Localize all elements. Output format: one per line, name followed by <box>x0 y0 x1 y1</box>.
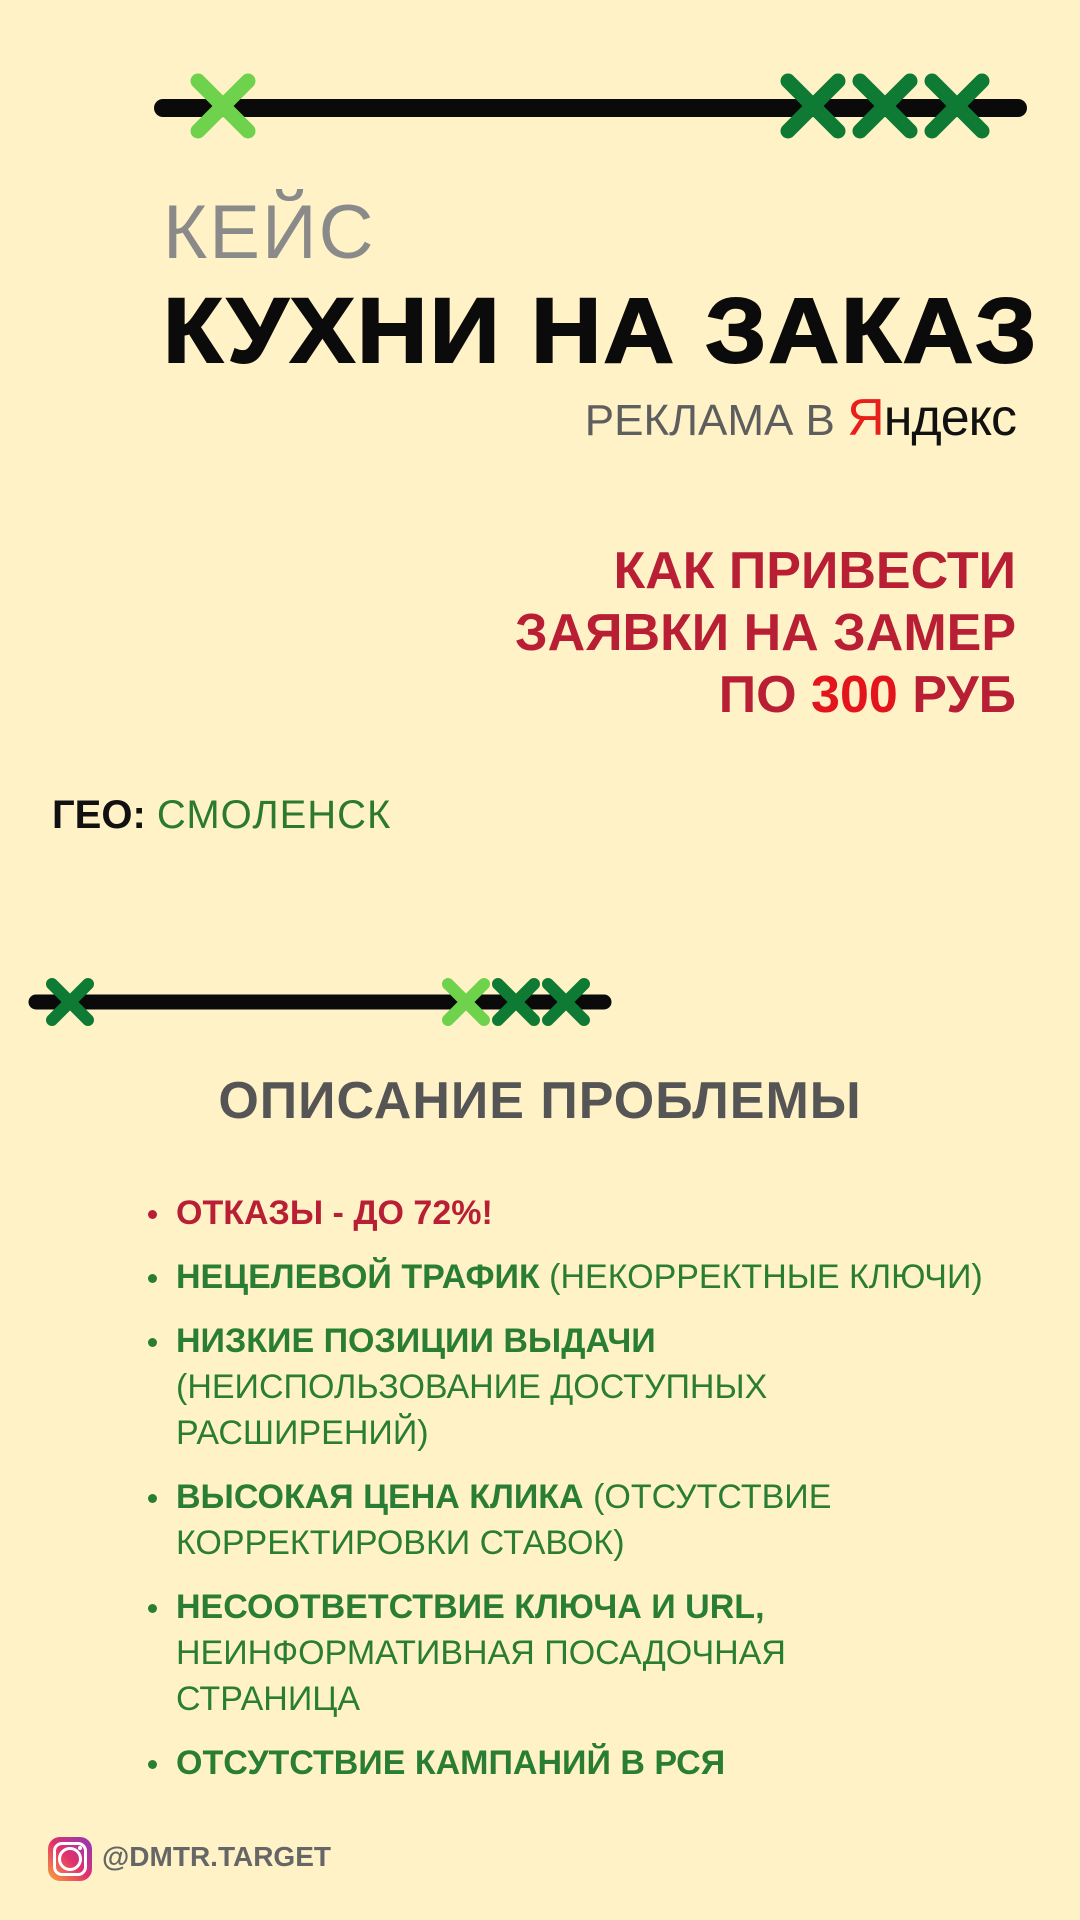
bullet-icon <box>148 1274 157 1283</box>
problems-list <box>148 1190 1028 1804</box>
yandex-logo <box>847 389 1016 447</box>
headline <box>515 540 1016 726</box>
bullet-icon <box>148 1338 157 1347</box>
instagram-handle[interactable]: @DMTR.TARGET <box>102 1841 331 1872</box>
page-title: КУХНИ НА ЗАКАЗ <box>163 280 1039 382</box>
ad-platform-line <box>584 389 1016 447</box>
list-item: НИЗКИЕ ПОЗИЦИИ ВЫДАЧИ (НЕИСПОЛЬЗОВАНИЕ ДОСТУПНЫХ РАСШИРЕНИЙ) <box>148 1318 816 1456</box>
bullet-icon <box>148 1604 157 1613</box>
headline-price-suffix: РУБ <box>912 666 1016 724</box>
list-item: ОТСУТСТВИЕ КАМПАНИЙ В РСЯ <box>148 1740 1028 1786</box>
headline-price-prefix: ПО <box>718 666 797 724</box>
yandex-logo-rest: ндекс <box>883 389 1016 447</box>
geo-line <box>52 795 391 835</box>
list-item: НЕЦЕЛЕВОЙ ТРАФИК (НЕКОРРЕКТНЫЕ КЛЮЧИ) <box>148 1254 1028 1300</box>
instagram-icon <box>48 1837 92 1881</box>
geo-label: ГЕО: <box>52 793 146 837</box>
headline-line-2: ЗАЯВКИ НА ЗАМЕР <box>515 604 1016 662</box>
dark-green-cross-icon <box>788 81 982 131</box>
list-item: ВЫСОКАЯ ЦЕНА КЛИКА (ОТСУТСТВИЕ КОРРЕКТИРОВКИ СТАВОК) <box>148 1474 856 1566</box>
headline-line-1: КАК ПРИВЕСТИ <box>613 542 1016 600</box>
problems-title: ОПИСАНИЕ ПРОБЛЕМЫ <box>218 1072 862 1130</box>
bullet-icon <box>148 1210 157 1219</box>
headline-price-number: 300 <box>811 666 898 724</box>
case-label: КЕЙС <box>163 190 376 275</box>
bullet-icon <box>148 1494 157 1503</box>
bullet-icon <box>148 1760 157 1769</box>
ad-prefix: РЕКЛАМА В <box>584 396 835 445</box>
geo-value: СМОЛЕНСК <box>156 793 392 837</box>
list-item: ОТКАЗЫ - ДО 72%! <box>148 1190 1028 1236</box>
yandex-logo-letter: Я <box>847 389 884 447</box>
top-stitch-decoration <box>0 0 1080 160</box>
headline-line-3 <box>515 664 1016 726</box>
list-item: НЕСООТВЕТСТВИЕ КЛЮЧА И URL, НЕИНФОРМАТИВНАЯ ПОСАДОЧНАЯ СТРАНИЦА <box>148 1584 876 1722</box>
